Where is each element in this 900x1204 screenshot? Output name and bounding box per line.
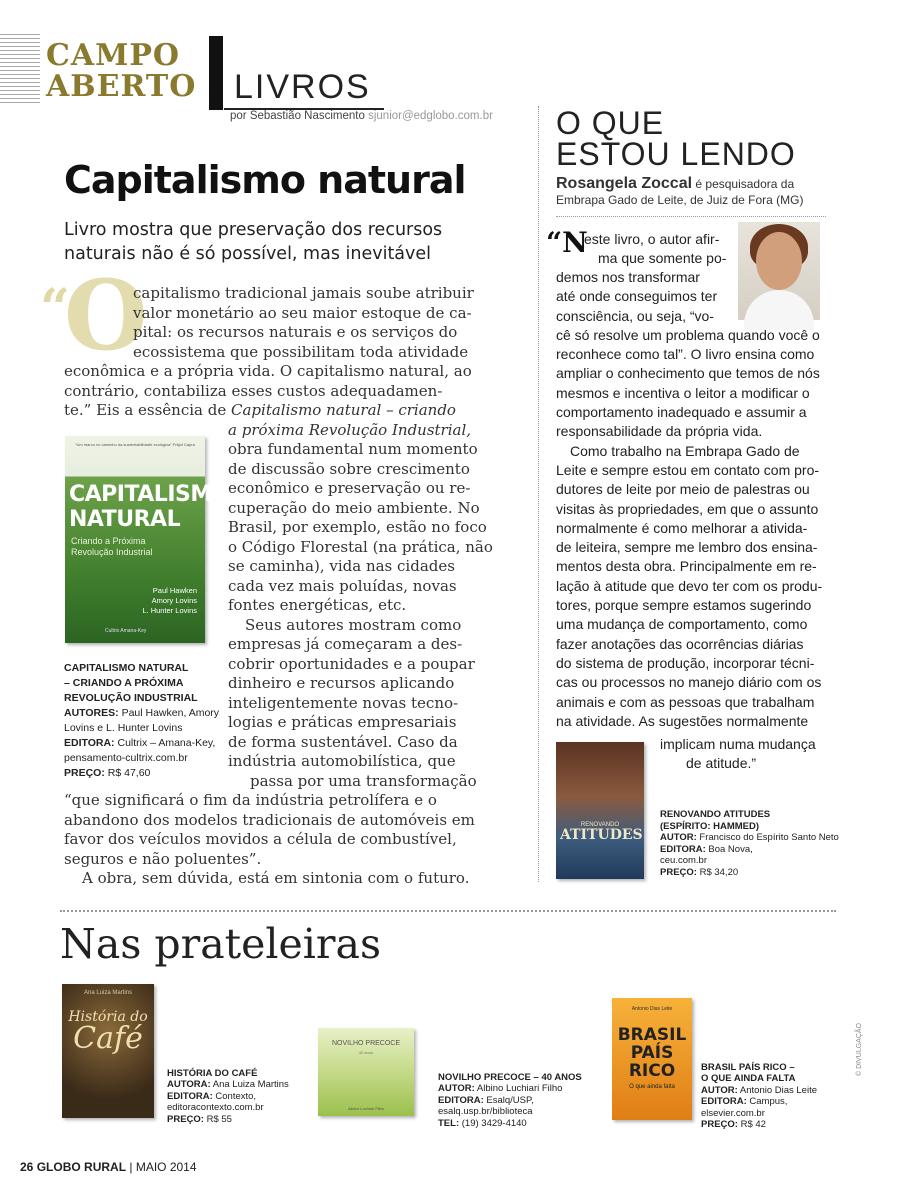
section-divider bbox=[60, 910, 836, 912]
caption-value: Albino Luchiari Filho bbox=[474, 1083, 563, 1095]
sidebar-line: dutores de leite por meio de palestras ou bbox=[556, 481, 810, 497]
body-line: empresas já começaram a des- bbox=[228, 635, 463, 653]
body-line: abandono dos modelos tradicionais de automóveis em bbox=[64, 811, 475, 829]
book-cover-cafe bbox=[62, 984, 154, 1118]
cover-subtitle-line: Criando a Próxima bbox=[71, 536, 146, 546]
body-line: de forma sustentável. Caso da bbox=[228, 733, 458, 751]
sidebar-line: na atividade. As sugestões normalmente bbox=[556, 713, 809, 729]
cover-authors bbox=[142, 586, 197, 616]
caption-value: pensamento-cultrix.com.br bbox=[64, 752, 188, 764]
book-cover-brasil bbox=[612, 998, 692, 1120]
caption-label: EDITORA: bbox=[438, 1094, 484, 1106]
body-line: cada vez mais poluídas, novas bbox=[228, 577, 457, 595]
caption-title: HISTÓRIA DO CAFÉ bbox=[167, 1068, 258, 1079]
cover-subtitle: O que ainda falta bbox=[629, 1084, 675, 1090]
cover-title-line: NATURAL bbox=[69, 507, 181, 532]
cover-subtitle-line: Revolução Industrial bbox=[71, 547, 153, 557]
sidebar-rule bbox=[556, 216, 826, 217]
caption-title: CAPITALISMO NATURAL bbox=[64, 662, 189, 674]
shelf-book-caption bbox=[167, 1068, 289, 1125]
book-title-italic: Capitalismo natural – criando bbox=[231, 401, 456, 419]
body-line: cobrir oportunidades e a poupar bbox=[228, 655, 475, 673]
sidebar-heading-line: ESTOU LENDO bbox=[556, 136, 796, 172]
cover-author: L. Hunter Lovins bbox=[142, 606, 197, 615]
shelf-book-caption bbox=[438, 1072, 582, 1129]
sidebar-line: ma que somente po- bbox=[598, 250, 727, 266]
caption-value: Contexto, bbox=[212, 1090, 257, 1102]
quote-mark: “ bbox=[40, 278, 70, 339]
body-line: A obra, sem dúvida, está em sintonia com o futuro. bbox=[82, 869, 470, 887]
sidebar-line: consciência, ou seja, “vo- bbox=[556, 308, 714, 324]
body-line: seguros e não poluentes”. bbox=[64, 850, 262, 868]
sidebar-line: uma mudança de comportamento, como bbox=[556, 616, 808, 632]
author-name: por Sebastião Nascimento bbox=[230, 110, 365, 122]
sidebar-line: mentos desta obra. Principalmente em re- bbox=[556, 558, 817, 574]
body-line: indústria automobilística, que bbox=[228, 752, 456, 770]
cover-blurb: “Um marco no caminho da sustentabilidade ecológica” Fritjof Capra bbox=[75, 442, 195, 447]
article-subtitle: Livro mostra que preservação dos recursos naturais não é só possível, mas inevitável bbox=[64, 220, 443, 264]
issue-date: MAIO 2014 bbox=[135, 1160, 197, 1174]
sidebar-line: este livro, o autor afir- bbox=[584, 231, 720, 247]
book-cover-novilho bbox=[318, 1028, 414, 1116]
cover-publisher: Cultrix Amana-Key bbox=[105, 628, 147, 634]
caption-publisher bbox=[64, 736, 244, 751]
cover-author: Paul Hawken bbox=[152, 586, 197, 595]
caption-value: R$ 55 bbox=[203, 1113, 232, 1125]
article-title: Capitalismo natural bbox=[64, 158, 466, 202]
sidebar-line: do sistema de produção, incorporar técni- bbox=[556, 655, 815, 671]
magazine-name: GLOBO RURAL bbox=[36, 1160, 127, 1174]
reviewer-photo bbox=[738, 222, 820, 320]
sidebar-line: normalmente é como melhorar a ativida- bbox=[556, 520, 808, 536]
body-line: inteligentemente novas tecno- bbox=[228, 694, 459, 712]
sidebar-book-caption bbox=[660, 809, 860, 878]
sidebar-line: animais e com as pessoas que trabalham bbox=[556, 694, 815, 710]
caption-value: Antonio Dias Leite bbox=[737, 1084, 818, 1096]
caption-value: Ana Luiza Martins bbox=[210, 1079, 289, 1091]
caption-value: editoracontexto.com.br bbox=[167, 1102, 264, 1114]
body-line: fontes energéticas, etc. bbox=[228, 596, 407, 614]
page-number: 26 bbox=[20, 1160, 34, 1174]
caption-value: Paul Hawken, Amory bbox=[118, 707, 220, 719]
body-line: logias e práticas empresariais bbox=[228, 713, 457, 731]
caption-value: Campus, bbox=[746, 1096, 788, 1108]
sidebar-line: ampliar o conhecimento que temos de nós bbox=[556, 365, 820, 381]
sidebar-line: comportamento inadequado e assumir a bbox=[556, 404, 807, 420]
reviewer-name: Rosangela Zoccal bbox=[556, 175, 693, 192]
caption-title: RENOVANDO ATITUDES bbox=[660, 809, 771, 820]
caption-label: AUTOR: bbox=[701, 1084, 738, 1096]
body-line: “que significará o fim da indústria petrolífera e o bbox=[64, 791, 437, 809]
category-label: LIVROS bbox=[234, 68, 371, 106]
body-line: de discussão sobre crescimento bbox=[228, 460, 470, 478]
footer-separator: | bbox=[126, 1160, 136, 1174]
caption-authors bbox=[64, 706, 244, 721]
caption-label: AUTORES: bbox=[64, 707, 119, 719]
caption-price bbox=[64, 766, 244, 781]
body-line: cuperação do meio ambiente. No bbox=[228, 499, 480, 517]
sidebar-line: demos nos transformar bbox=[556, 269, 700, 285]
caption-label: EDITORA: bbox=[660, 843, 706, 855]
section-title bbox=[46, 40, 196, 102]
sidebar-heading-line: O QUE bbox=[556, 105, 665, 141]
sidebar-line: fazer anotações das ocorrências diárias bbox=[556, 636, 804, 652]
caption-label: EDITORA: bbox=[167, 1090, 213, 1102]
sidebar-line: Como trabalho na Embrapa Gado de bbox=[570, 443, 800, 459]
body-line: a próxima Revolução Industrial, bbox=[228, 421, 472, 439]
book-cover-renovando bbox=[556, 742, 644, 879]
caption-value: Francisco do Espírito Santo Neto bbox=[696, 832, 839, 843]
cover-title-line: CAPITALISMO bbox=[69, 482, 230, 507]
sidebar-heading bbox=[556, 105, 796, 172]
column-divider bbox=[538, 106, 539, 882]
body-line: Seus autores mostram como bbox=[245, 616, 462, 634]
section-line-2: ABERTO bbox=[46, 69, 197, 104]
cover-author: Albino Luchiari Filho bbox=[347, 1106, 385, 1111]
caption-value: R$ 34,20 bbox=[696, 866, 739, 878]
sidebar-line: visitas às propriedades, em que o assunto bbox=[556, 501, 819, 517]
caption-label: PREÇO: bbox=[660, 866, 697, 878]
cover-title-line: RICO bbox=[628, 1061, 676, 1081]
sidebar-line: tores, porque sempre estamos sugerindo bbox=[556, 597, 812, 613]
caption-title: O QUE AINDA FALTA bbox=[701, 1073, 796, 1085]
caption-author bbox=[660, 832, 860, 844]
drop-cap: O bbox=[64, 259, 148, 372]
reviewer-desc: é pesquisadora da bbox=[692, 177, 795, 191]
body-line: Brasil, por exemplo, estão no foco bbox=[228, 518, 487, 536]
cover-title: NOVILHO PRECOCE bbox=[331, 1040, 401, 1047]
sidebar-line: até onde conseguimos ter bbox=[556, 288, 718, 304]
body-line: valor monetário ao seu maior estoque de ca- bbox=[133, 304, 472, 322]
caption-price bbox=[660, 867, 860, 879]
header-bar bbox=[209, 36, 223, 110]
sidebar-line: mesmos e incentiva o leitor a modificar o bbox=[556, 385, 810, 401]
caption-label: PREÇO: bbox=[167, 1113, 204, 1125]
sidebar-line: de atitude.” bbox=[686, 755, 757, 771]
section-line-1: CAMPO bbox=[46, 38, 181, 73]
body-line bbox=[64, 401, 456, 421]
cover-title bbox=[69, 482, 230, 532]
sidebar-line: implicam numa mudança bbox=[660, 736, 816, 752]
sidebar-line: cas ou processos no manejo diário com os bbox=[556, 674, 822, 690]
book-cover-capitalismo bbox=[65, 436, 230, 643]
sidebar-quote-start: “N bbox=[546, 226, 588, 259]
body-line: capitalismo tradicional jamais soube atribuir bbox=[133, 284, 474, 302]
cover-author: Ana Luiza Martins bbox=[83, 990, 133, 996]
cover-title bbox=[68, 1006, 148, 1055]
caption-value: elsevier.com.br bbox=[701, 1107, 765, 1119]
cover-title bbox=[612, 1026, 692, 1080]
body-line: econômica e a própria vida. O capitalismo natural, ao bbox=[64, 362, 472, 380]
reviewer-desc: Embrapa Gado de Leite, de Juiz de Fora (MG) bbox=[556, 193, 804, 207]
body-line: contrário, contabiliza esses custos adequadamen- bbox=[64, 382, 443, 400]
shelf-heading: Nas prateleiras bbox=[60, 920, 381, 968]
caption-value: (19) 3429-4140 bbox=[459, 1117, 527, 1129]
header-stripes bbox=[0, 34, 40, 106]
cover-title-line: BRASIL bbox=[617, 1025, 687, 1045]
body-text: te.” Eis a essência de bbox=[64, 401, 231, 419]
book-caption bbox=[64, 661, 244, 781]
body-line: favor dos veículos movidos a célula de combustível, bbox=[64, 830, 457, 848]
body-line: pital: os recursos naturais e os serviços do bbox=[133, 323, 458, 341]
body-line: econômico e preservação ou re- bbox=[228, 479, 471, 497]
caption-title: BRASIL PAÍS RICO – bbox=[701, 1062, 795, 1073]
reviewer-info bbox=[556, 176, 803, 208]
cover-subtitle: RENOVANDO bbox=[580, 822, 620, 828]
cover-subtitle: 40 anos bbox=[358, 1050, 374, 1055]
caption-value: Cultrix – Amana-Key, bbox=[114, 737, 216, 749]
sidebar-line: lação à atitude que devo ter com os produ- bbox=[556, 578, 823, 594]
cover-subtitle bbox=[71, 536, 153, 558]
caption-value: esalq.usp.br/biblioteca bbox=[438, 1106, 533, 1118]
sidebar-line: reconhece como tal”. O livro ensina como bbox=[556, 346, 815, 362]
shelf-book-caption bbox=[701, 1062, 817, 1130]
caption-value: Lovins e L. Hunter Lovins bbox=[64, 722, 183, 734]
cover-title-line: Café bbox=[73, 1021, 143, 1056]
caption-label: TEL: bbox=[438, 1117, 460, 1129]
sidebar-line: cê só resolve um problema quando você o bbox=[556, 327, 820, 343]
page-footer bbox=[20, 1160, 197, 1174]
cover-author: Amory Lovins bbox=[151, 596, 197, 605]
body-line: se caminha), vida nas cidades bbox=[228, 557, 455, 575]
body-line: obra fundamental num momento bbox=[228, 440, 478, 458]
byline bbox=[230, 110, 493, 122]
caption-title: NOVILHO PRECOCE – 40 ANOS bbox=[438, 1072, 582, 1083]
body-line: passa por uma transformação bbox=[250, 772, 477, 790]
cover-author: Antonio Dias Leite bbox=[631, 1006, 673, 1012]
cover-title: ATITUDES bbox=[560, 827, 643, 843]
cover-title-line: História do bbox=[68, 1009, 148, 1025]
body-line: ecossistema que possibilitam toda atividade bbox=[133, 343, 469, 361]
body-line: o Código Florestal (na prática, não bbox=[228, 538, 493, 556]
caption-label: PREÇO: bbox=[64, 767, 105, 779]
caption-value: R$ 42 bbox=[737, 1119, 766, 1131]
caption-title: REVOLUÇÃO INDUSTRIAL bbox=[64, 692, 198, 704]
caption-title: (ESPÍRITO: HAMMED) bbox=[660, 820, 760, 832]
caption-label: EDITORA: bbox=[64, 737, 115, 749]
cover-title-line: PAÍS bbox=[630, 1043, 674, 1063]
body-line: dinheiro e recursos aplicando bbox=[228, 674, 455, 692]
sidebar-line: responsabilidade da própria vida. bbox=[556, 423, 763, 439]
caption-label: AUTOR: bbox=[660, 832, 697, 843]
caption-value: Esalq/USP, bbox=[483, 1094, 534, 1106]
caption-value: ceu.com.br bbox=[660, 855, 707, 866]
caption-value: R$ 47,60 bbox=[104, 767, 151, 779]
caption-label: AUTORA: bbox=[167, 1079, 211, 1091]
caption-title: – CRIANDO A PRÓXIMA bbox=[64, 677, 184, 689]
author-email: sjunior@edglobo.com.br bbox=[368, 110, 493, 122]
sidebar-line: Leite e sempre estou em contato com pro- bbox=[556, 462, 820, 478]
photo-credit: © DIVULGAÇÃO bbox=[856, 1022, 863, 1076]
caption-publisher bbox=[660, 844, 860, 856]
caption-label: EDITORA: bbox=[701, 1096, 747, 1108]
caption-value: Boa Nova, bbox=[705, 843, 753, 855]
caption-label: PREÇO: bbox=[701, 1119, 738, 1131]
sidebar-line: de leiteira, sempre me lembro dos ensina- bbox=[556, 539, 818, 555]
caption-label: AUTOR: bbox=[438, 1083, 475, 1095]
